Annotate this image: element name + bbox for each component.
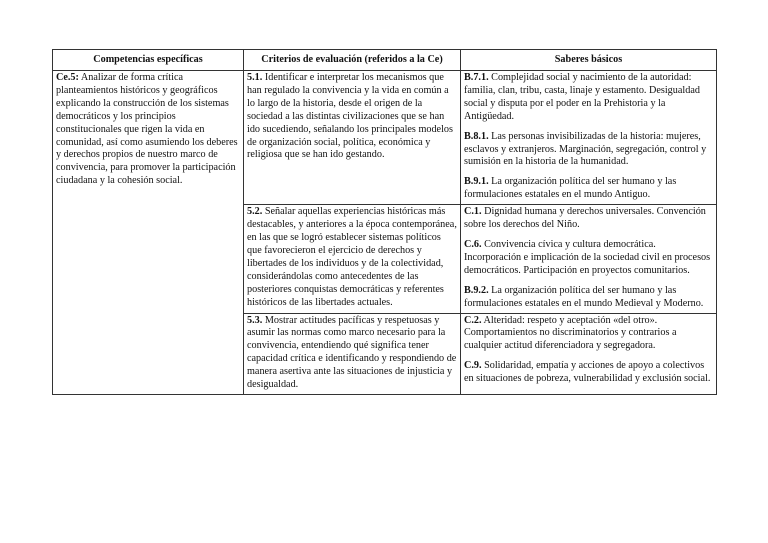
saber-code: B.7.1. [464, 72, 489, 83]
saber-code: B.9.1. [464, 176, 489, 188]
saber-item [464, 360, 713, 386]
saber-text: Las personas invisibilizadas de la historia: mujeres, esclavos y extranjeros. Marginación, segregación, control y sumisión en la historia de la humanidad. [464, 130, 707, 168]
criterio-code: 5.1. [247, 72, 263, 83]
criterio-cell [244, 313, 461, 394]
criterio-cell [244, 205, 461, 313]
saber-code: C.2. [464, 314, 482, 326]
saber-item [464, 176, 713, 202]
table-header-row [53, 50, 717, 71]
saber-code: B.9.2. [464, 284, 489, 296]
saber-text: La organización política del ser humano y las formulaciones estatales en el mundo Antiguo. [464, 176, 677, 201]
saber-text: La organización política del ser humano y las formulaciones estatales en el mundo Medieval y Moderno. [464, 284, 704, 309]
criterio-code: 5.3. [247, 314, 263, 326]
saber-item [464, 315, 713, 354]
saber-code: C.9. [464, 360, 482, 372]
criterio-cell [244, 71, 461, 205]
header-criterios: Criterios de evaluación (referidos a la Ce) [244, 50, 461, 71]
saber-text: Convivencia cívica y cultura democrática. Incorporación e implicación de la sociedad civil en procesos democráticos. Participación en proyectos comunitarios. [464, 238, 711, 276]
competencia-text: Analizar de forma crítica planteamientos históricos y geográficos explicando la construcción de los sistemas democráticos y los principios constitucionales que rigen la vida en comunidad, así como asumiendo los deberes y derechos propios de nuestro marco de convivencia, para promover la participación ciudadana y la cohesión social. [56, 72, 238, 187]
saberes-cell [461, 313, 717, 394]
saber-item [464, 131, 713, 170]
saber-item [464, 72, 713, 124]
saber-item [464, 206, 713, 232]
table-row [53, 71, 717, 205]
header-competencias: Competencias específicas [53, 50, 244, 71]
saber-text: Alteridad: respeto y aceptación «del otro». Comportamientos no discriminatorios y contrarios a cualquier actitud diferenciadora y segregadora. [464, 314, 677, 352]
criterio-code: 5.2. [247, 206, 263, 218]
curriculum-table [52, 49, 717, 395]
criterio-text: Identificar e interpretar los mecanismos que han regulado la convivencia y la vida en común a lo largo de la historia, desde el origen de la sociedad a las distintas civilizaciones que se han ido sucediendo, señalando los principales modelos de organización social, política, económica y religiosa que se han ido gestando. [247, 72, 453, 161]
saber-code: B.8.1. [464, 130, 489, 142]
competencia-cell [53, 71, 244, 395]
criterio-text: Mostrar actitudes pacíficas y respetuosas y asumir las normas como marco necesario para la convivencia, entendiendo qué significa tener capacidad crítica e identificando y respondiendo de manera asertiva ante las situaciones de injusticia y desigualdad. [247, 314, 457, 391]
header-saberes: Saberes básicos [461, 50, 717, 71]
saber-code: C.6. [464, 238, 482, 250]
saber-item [464, 285, 713, 311]
competencia-code: Ce.5: [56, 72, 79, 83]
saberes-cell [461, 71, 717, 205]
saber-item [464, 239, 713, 278]
saber-text: Complejidad social y nacimiento de la autoridad: familia, clan, tribu, casta, linaje y estamento. Desigualdad social y disputa por el poder en la Prehistoria y la Antigüedad. [464, 72, 700, 122]
criterio-text: Señalar aquellas experiencias históricas más destacables, y anteriores a la época contemporánea, en las que se logró establecer sistemas políticos que favorecieron el ejercicio de derechos y libertades de los individuos y de la colectividad, considerándolas como antecedentes de las posteriores conquistas democráticas y referentes históricos de las libertades actuales. [247, 206, 457, 308]
saber-code: C.1. [464, 206, 482, 218]
saber-text: Solidaridad, empatía y acciones de apoyo a colectivos en situaciones de pobreza, vulnerabilidad y exclusión social. [464, 360, 711, 385]
saber-text: Dignidad humana y derechos universales. Convención sobre los derechos del Niño. [464, 206, 706, 231]
saberes-cell [461, 205, 717, 313]
